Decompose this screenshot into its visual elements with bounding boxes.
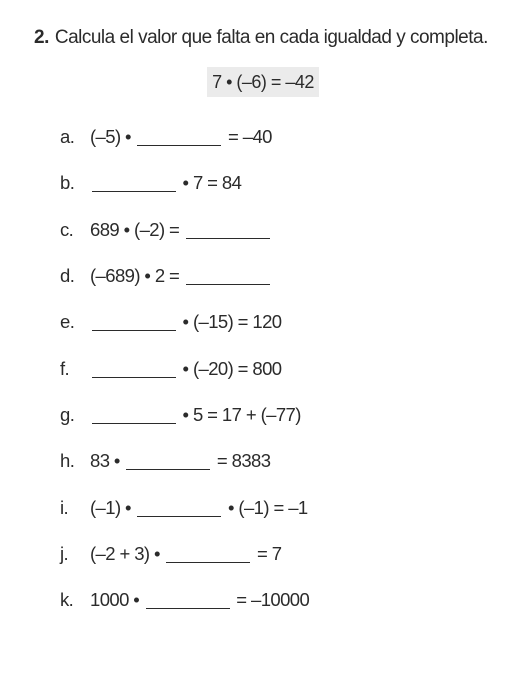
exercise-item-a [60, 114, 500, 160]
item-text-after: • (–20) = 800 [178, 357, 282, 379]
exercise-item-b [60, 160, 500, 206]
answer-blank[interactable] [92, 174, 176, 192]
exercise-heading [34, 27, 504, 49]
item-letter: a. [60, 126, 75, 148]
item-text-after: • (–1) = –1 [223, 496, 308, 518]
item-text-after: = –40 [223, 126, 272, 148]
answer-blank[interactable] [166, 545, 250, 563]
item-text-after: = –10000 [231, 589, 310, 611]
exercise-item-f [60, 345, 500, 391]
item-text-after: = 8383 [212, 450, 271, 472]
answer-blank[interactable] [146, 591, 230, 609]
item-letter: i. [60, 496, 69, 518]
item-text-after: • 7 = 84 [178, 172, 242, 194]
item-text-before: (–2 + 3) • [90, 542, 165, 564]
item-text-after: • (–15) = 120 [178, 311, 282, 333]
exercise-item-k [60, 577, 500, 623]
exercise-item-j [60, 531, 500, 577]
answer-blank[interactable] [186, 221, 270, 239]
answer-blank[interactable] [137, 128, 221, 146]
item-text-before: 689 • (–2) = [90, 218, 184, 240]
item-letter: k. [60, 589, 74, 611]
worked-example: 7 • (–6) = –42 [207, 67, 319, 97]
item-text-before: (–1) • [90, 496, 136, 518]
item-letter: g. [60, 403, 75, 425]
answer-blank[interactable] [126, 452, 210, 470]
exercise-item-c [60, 207, 500, 253]
item-text-after: = 7 [252, 542, 282, 564]
exercise-item-g [60, 392, 500, 438]
answer-blank[interactable] [92, 360, 176, 378]
item-letter: j. [60, 542, 69, 564]
answer-blank[interactable] [137, 499, 221, 517]
item-letter: b. [60, 172, 75, 194]
answer-blank[interactable] [92, 313, 176, 331]
item-letter: f. [60, 357, 70, 379]
item-letter: c. [60, 218, 74, 240]
item-letter: d. [60, 265, 75, 287]
exercise-number: 2. [34, 27, 49, 48]
exercise-item-h [60, 438, 500, 484]
item-text-after: • 5 = 17 + (–77) [178, 403, 301, 425]
item-letter: e. [60, 311, 75, 333]
item-text-before: (–689) • 2 = [90, 265, 184, 287]
item-letter: h. [60, 450, 75, 472]
answer-blank[interactable] [186, 267, 270, 285]
exercise-instruction: Calcula el valor que falta en cada igualdad y completa. [54, 27, 488, 48]
exercise-item-i [60, 484, 500, 530]
item-text-before: 1000 • [90, 589, 144, 611]
exercise-item-e [60, 299, 500, 345]
exercise-item-list [60, 114, 500, 623]
item-text-before: (–5) • [90, 126, 136, 148]
answer-blank[interactable] [92, 406, 176, 424]
exercise-item-d [60, 253, 500, 299]
item-text-before: 83 • [90, 450, 125, 472]
